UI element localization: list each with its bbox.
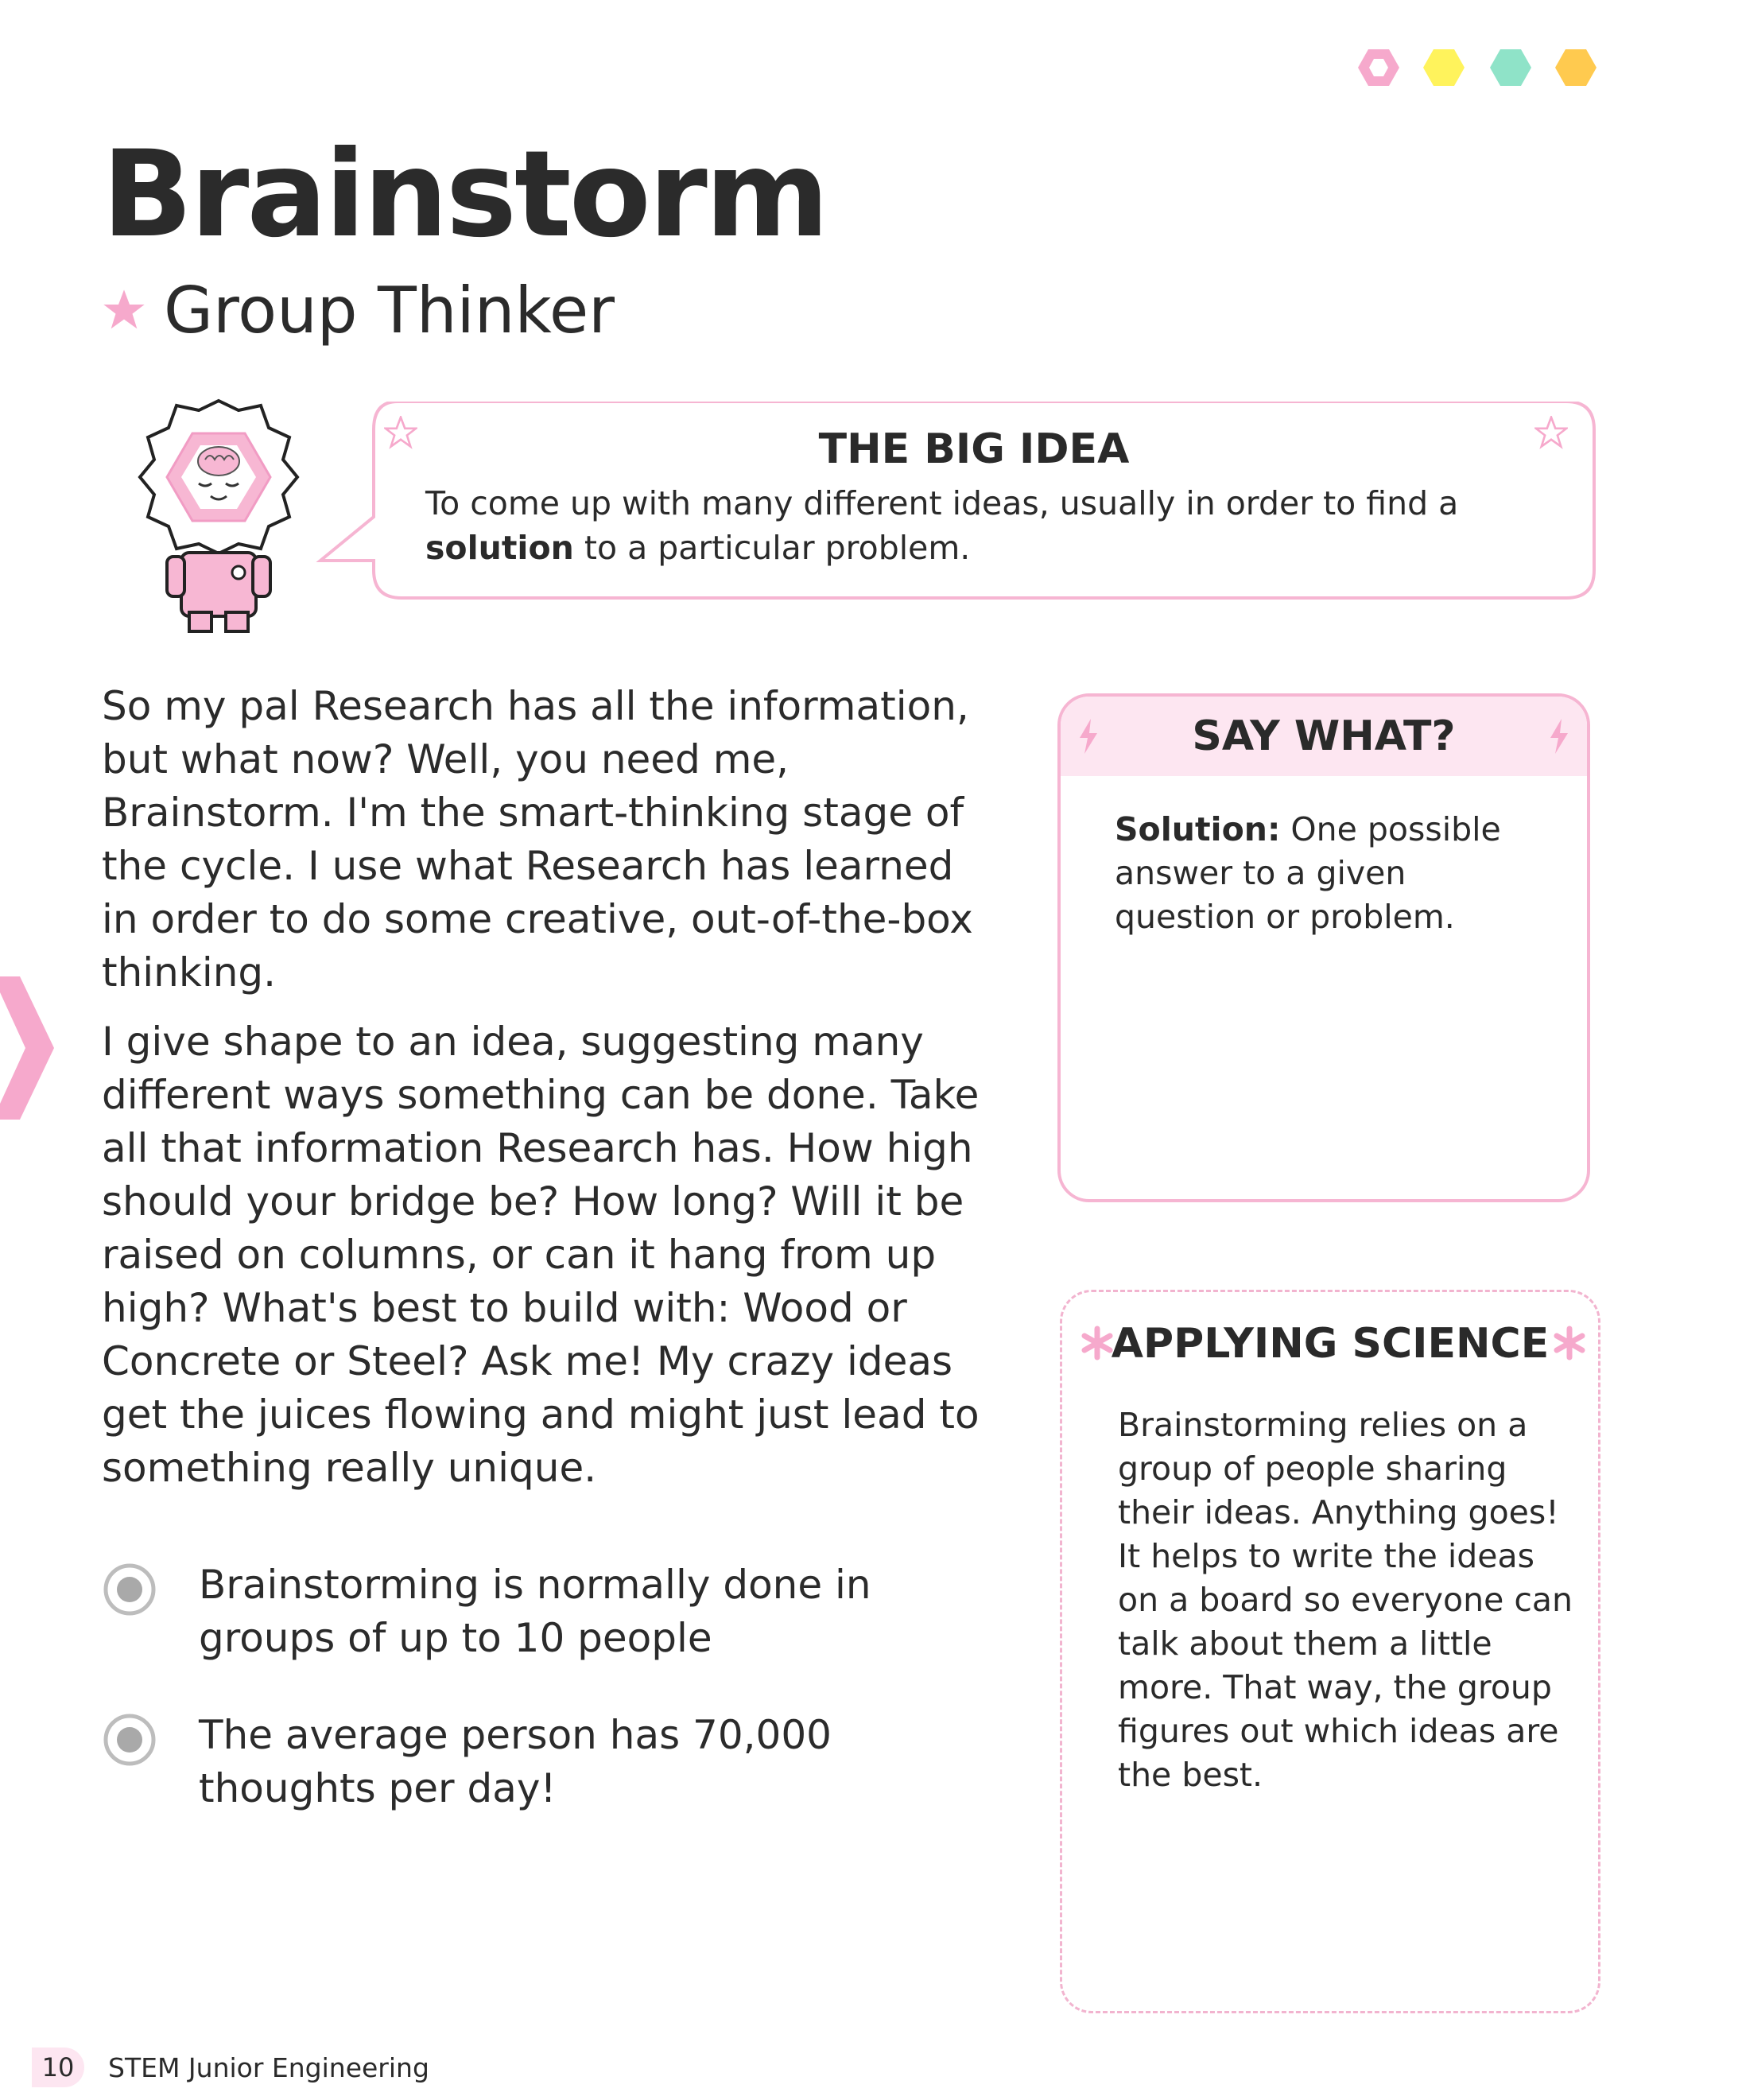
page-number: 10 [32,2048,84,2087]
teal-hexagon-icon [1490,49,1531,86]
chevron-right-icon [0,976,56,1120]
asterisk-icon [1552,1326,1587,1361]
lightning-bolt-icon [1077,719,1100,754]
body-paragraph: I give shape to an idea, suggesting many different ways something can be done. Take all that information Research has. How high should your bridge be? How long? Will it be raised on columns, or can it hang from up high? What's best to build with: Wood or Concrete or Steel? Ask me! My crazy ideas get the juices flowing and might just lead to something really unique. [102,1019,980,1491]
list-item [102,1559,960,1665]
pink-hexagon-outline-icon [1358,49,1399,86]
say-what-heading: SAY WHAT? [1192,712,1456,760]
book-title: STEM Junior Engineering [108,2051,429,2083]
say-what-definition [1061,776,1528,939]
list-item [102,1709,960,1815]
orange-hexagon-icon [1555,49,1597,86]
applying-science-header [1062,1292,1598,1395]
big-idea-text-before: To come up with many different ideas, usually in order to find a [425,484,1459,522]
big-idea-text-after: to a particular problem. [584,529,971,567]
fact-text: Brainstorming is normally done in groups of up to 10 people [199,1562,871,1661]
facts-list [102,1559,960,1859]
star-icon [102,288,146,332]
yellow-hexagon-icon [1423,49,1465,86]
page-subtitle: Group Thinker [164,273,615,347]
asterisk-icon [1080,1326,1115,1361]
page-footer [32,2048,429,2087]
applying-science-box [1060,1290,1600,2013]
big-idea-text [425,481,1570,570]
hexagon-decoration [1344,40,1606,95]
say-what-header [1061,697,1587,776]
lightning-bolt-icon [1547,719,1571,754]
radio-bullet-icon [102,1712,157,1768]
subtitle-row [102,270,615,350]
say-what-term: Solution: [1115,810,1281,848]
brain-character-illustration [119,398,318,636]
big-idea-heading: THE BIG IDEA [818,425,1130,473]
fact-text: The average person has 70,000 thoughts per day! [199,1712,832,1811]
big-idea-bold-term: solution [425,529,574,567]
applying-science-heading: APPLYING SCIENCE [1111,1320,1550,1368]
applying-science-text: Brainstorming relies on a group of people sharing their ideas. Anything goes! It helps to write the ideas on a board so everyone can talk about them a little more. That way, the group figures out which ideas are the best. [1118,1406,1573,1794]
big-idea-bubble [314,402,1598,608]
main-body-text [102,680,1000,1511]
body-paragraph: So my pal Research has all the information, but what now? Well, you need me, Brainstorm. I'm the smart-thinking stage of the cycle. I use what Research has learned in order to do some creative, out-of-the-box thinking. [102,683,973,996]
say-what-box [1057,693,1590,1202]
say-what-definition-text: One possible answer to a given question or problem. [1115,810,1501,936]
page-title: Brainstorm [102,126,828,264]
radio-bullet-icon [102,1562,157,1617]
